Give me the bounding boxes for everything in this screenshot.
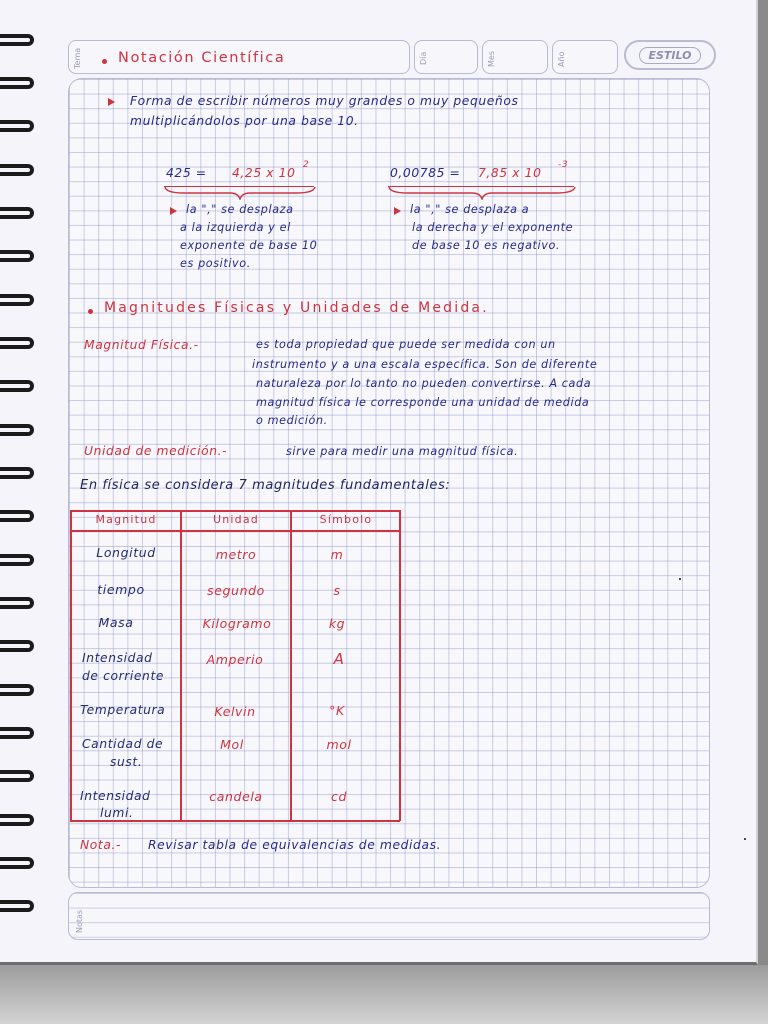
- table-cell-unidad: segundo: [207, 583, 265, 598]
- magnitud-def-line5: o medición.: [256, 414, 328, 427]
- example2-exponent: -3: [558, 160, 569, 170]
- example2-brace: [388, 186, 576, 200]
- spiral-ring: [0, 857, 34, 869]
- triangle-bullet-icon: [170, 207, 177, 215]
- spiral-ring: [0, 207, 34, 219]
- spiral-ring: [0, 424, 34, 436]
- table-cell-unidad: Kilogramo: [202, 616, 272, 631]
- magnitud-term: Magnitud Física.-: [84, 338, 199, 352]
- header-dia-label: Día: [419, 51, 428, 65]
- spiral-ring: [0, 597, 34, 609]
- table-cell-simbolo: kg: [328, 616, 346, 631]
- paper-speck: [679, 578, 681, 580]
- spiral-ring: [0, 164, 34, 176]
- note1-line1: la "," se desplaza: [186, 203, 294, 216]
- magnitud-def-line4: magnitud física le corresponde una unidad de medida: [256, 396, 590, 409]
- table-border-top: [70, 510, 400, 512]
- bullet-icon: [88, 309, 93, 314]
- table-cell-simbolo: m: [330, 547, 344, 562]
- table-header-magnitud: Magnitud: [95, 513, 157, 526]
- unidad-def: sirve para medir una magnitud física.: [286, 445, 519, 458]
- table-cell-magnitud: Intensidad: [80, 789, 151, 803]
- definition-line1: Forma de escribir números muy grandes o muy pequeños: [130, 94, 519, 108]
- spiral-ring: [0, 510, 34, 522]
- table-cell-simbolo: A: [333, 650, 345, 668]
- note2-line2: la derecha y el exponente: [412, 221, 574, 234]
- note2-line3: de base 10 es negativo.: [412, 239, 561, 252]
- table-cell-magnitud-line2: de corriente: [82, 669, 165, 683]
- example2-right: 7,85 x 10: [478, 166, 542, 180]
- spiral-ring: [0, 554, 34, 566]
- nota-text: Revisar tabla de equivalencias de medidas.: [148, 838, 442, 852]
- header-dia-box: [414, 40, 478, 74]
- table-cell-magnitud-line2: lumi.: [100, 806, 134, 820]
- brand-name: ESTILO: [639, 47, 700, 64]
- table-cell-magnitud: Intensidad: [82, 651, 153, 665]
- header-ano-box: [552, 40, 618, 74]
- table-cell-magnitud-line2: sust.: [110, 755, 143, 769]
- spiral-ring: [0, 380, 34, 392]
- table-cell-simbolo: mol: [326, 737, 352, 752]
- table-cell-simbolo: s: [333, 583, 341, 598]
- spiral-ring: [0, 294, 34, 306]
- brand-logo: [624, 40, 716, 70]
- table-cell-unidad: Kelvin: [214, 704, 256, 719]
- example1-right: 4,25 x 10: [232, 166, 296, 180]
- spiral-ring: [0, 250, 34, 262]
- spiral-ring: [0, 814, 34, 826]
- header-ano-label: Año: [557, 51, 566, 67]
- desk-shadow: [0, 965, 768, 1024]
- example1-left: 425 =: [166, 166, 207, 180]
- fundamental-text: En física se considera 7 magnitudes fundamentales:: [80, 478, 451, 493]
- table-header-unidad: Unidad: [213, 513, 259, 526]
- header-mes-label: Mes: [487, 51, 496, 67]
- table-cell-unidad: Mol: [220, 737, 244, 752]
- bullet-icon: [102, 59, 107, 64]
- table-cell-magnitud: Masa: [98, 615, 134, 630]
- spiral-ring: [0, 34, 34, 46]
- spiral-ring: [0, 684, 34, 696]
- table-border-right: [399, 510, 401, 821]
- table-cell-magnitud: Temperatura: [80, 703, 166, 717]
- triangle-bullet-icon: [394, 207, 401, 215]
- spiral-ring: [0, 337, 34, 349]
- example2-left: 0,00785 =: [390, 166, 461, 180]
- example1-exponent: 2: [303, 160, 310, 170]
- header-mes-box: [482, 40, 548, 74]
- nota-term: Nota.-: [80, 838, 122, 852]
- definition-line2: multiplicándolos por una base 10.: [130, 114, 359, 128]
- table-cell-magnitud: Cantidad de: [82, 737, 164, 751]
- magnitud-def-line3: naturaleza por lo tanto no pueden convertirse. A cada: [256, 377, 592, 390]
- note1-line2: a la izquierda y el: [180, 221, 291, 234]
- table-cell-simbolo: cd: [330, 789, 347, 804]
- unidad-term: Unidad de medición.-: [84, 444, 228, 458]
- spiral-ring: [0, 900, 34, 912]
- table-header-simbolo: Símbolo: [319, 513, 373, 526]
- notes-label: Notas: [75, 909, 84, 933]
- spiral-ring: [0, 77, 34, 89]
- triangle-bullet-icon: [108, 98, 115, 106]
- note2-line1: la "," se desplaza a: [410, 203, 530, 216]
- table-cell-magnitud: Longitud: [96, 545, 156, 560]
- note1-line3: exponente de base 10: [180, 239, 318, 252]
- example1-brace: [164, 186, 316, 200]
- table-border-left: [70, 510, 72, 821]
- spiral-ring: [0, 640, 34, 652]
- table-cell-unidad: Amperio: [206, 652, 264, 667]
- table-border-bottom: [70, 820, 400, 822]
- table-cell-simbolo: °K: [329, 703, 345, 718]
- spiral-ring: [0, 770, 34, 782]
- table-cell-unidad: candela: [209, 789, 263, 804]
- magnitud-def-line1: es toda propiedad que puede ser medida con un: [256, 338, 556, 351]
- spiral-ring: [0, 120, 34, 132]
- spiral-ring: [0, 727, 34, 739]
- section1-title: Notación Científica: [118, 50, 286, 66]
- section2-title: Magnitudes Físicas y Unidades de Medida.: [104, 300, 489, 316]
- notes-box: [68, 892, 710, 940]
- spiral-ring: [0, 467, 34, 479]
- table-header-divider: [70, 530, 400, 532]
- magnitud-def-line2: instrumento y a una escala específica. Son de diferente: [252, 358, 598, 371]
- note1-line4: es positivo.: [180, 257, 251, 270]
- paper-speck: [744, 838, 746, 840]
- header-tema-label: Tema: [73, 47, 82, 69]
- table-cell-unidad: metro: [215, 547, 257, 562]
- table-cell-magnitud: tiempo: [97, 582, 145, 597]
